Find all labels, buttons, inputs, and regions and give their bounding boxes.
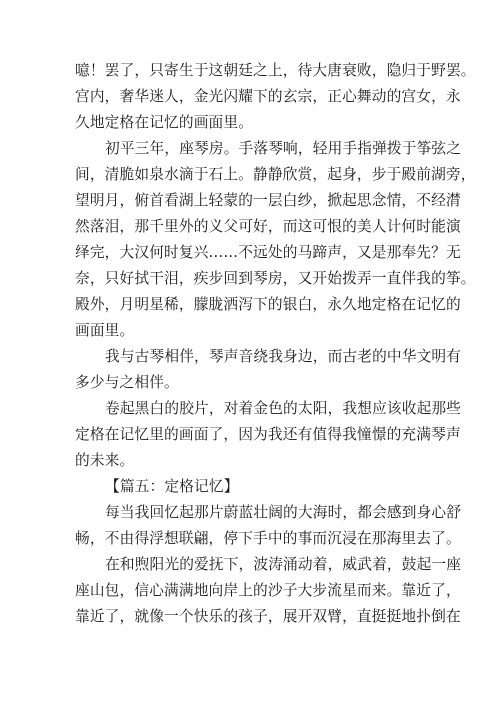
text-line: 然落泪，那千里外的义父可好，而这可恨的美人计何时能演	[75, 218, 461, 235]
text-line: 靠近了，就像一个快乐的孩子，展开双臂，直挺挺地扑倒在	[75, 608, 461, 625]
text-line: 噫！罢了，只寄生于这朝廷之上，待大唐衰败，隐归于野罢。	[75, 62, 476, 79]
paragraph-first-line: 初平三年，座琴房。手落琴响，轻用手指弹拨于筝弦之	[105, 140, 462, 157]
text-line: 奈，只好拭干泪，疾步回到琴房，又开始拨弄一直伴我的筝。	[75, 270, 476, 287]
text-line: 间，清脆如泉水滴于石上。静静欣赏，起身，步于殿前湖旁，	[75, 166, 476, 183]
text-line: 的未来。	[75, 452, 135, 469]
text-line: 殿外，月明星稀，朦胧洒泻下的银白，永久地定格在记忆的	[75, 296, 461, 313]
text-line: 宫内，奢华迷人，金光闪耀下的玄宗，正心舞动的宫女，永	[75, 88, 461, 105]
text-line: 画面里。	[75, 322, 135, 339]
text-line: 畅，不由得浮想联翩，停下手中的事而沉浸在那海里去了。	[75, 530, 461, 547]
text-line: 座山包，信心满满地向岸上的沙子大步流星而来。靠近了，	[75, 582, 461, 599]
text-line: 多少与之相伴。	[75, 374, 179, 391]
text-line: 定格在记忆里的画面了，因为我还有值得我憧憬的充满琴声	[75, 426, 461, 443]
section-heading: 【篇五：定格记忆】	[105, 478, 239, 495]
text-line: 久地定格在记忆的画面里。	[75, 114, 254, 131]
paragraph-first-line: 每当我回忆起那片蔚蓝壮阔的大海时，都会感到身心舒	[105, 504, 462, 521]
document-page	[75, 58, 476, 630]
paragraph-first-line: 我与古琴相伴，琴声音绕我身边，而古老的中华文明有	[105, 348, 462, 365]
text-line: 望明月，俯首看湖上轻蒙的一层白纱，掀起思念情，不经潸	[75, 192, 461, 209]
paragraph-first-line: 在和煦阳光的爱抚下，波涛涌动着，威武着，鼓起一座	[105, 556, 462, 573]
paragraph-first-line: 卷起黑白的胶片，对着金色的太阳，我想应该收起那些	[105, 400, 462, 417]
text-line: 绎完，大汉何时复兴……不远处的马蹄声，又是那奉先？无	[75, 244, 461, 261]
